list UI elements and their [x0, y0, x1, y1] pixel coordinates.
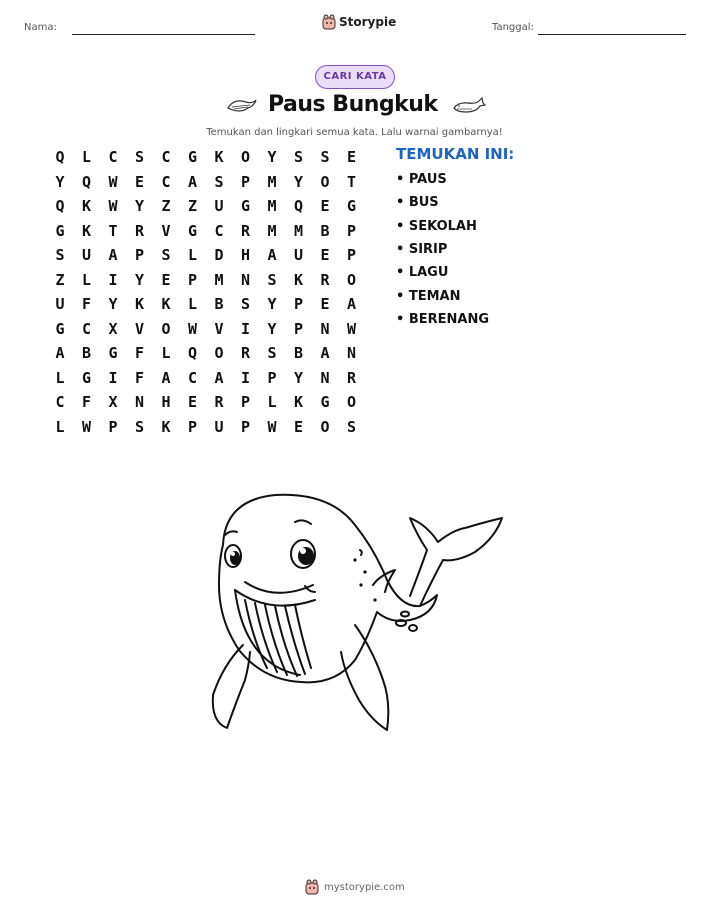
humpback-whale-icon: [452, 96, 486, 116]
grid-letter[interactable]: L: [267, 393, 277, 411]
grid-letter[interactable]: E: [320, 295, 330, 313]
grid-letter[interactable]: P: [267, 368, 277, 387]
grid-letter[interactable]: R: [320, 270, 330, 289]
grid-letter[interactable]: F: [81, 393, 92, 411]
grid-letter[interactable]: W: [187, 319, 198, 338]
grid-letter[interactable]: K: [134, 295, 145, 313]
grid-letter[interactable]: A: [108, 246, 118, 264]
grid-letter[interactable]: C: [108, 148, 118, 166]
grid-letter[interactable]: F: [134, 368, 145, 387]
word-list-item: • BUS: [396, 195, 439, 211]
grid-letter[interactable]: U: [81, 246, 92, 264]
grid-letter[interactable]: B: [214, 295, 224, 313]
word-list-item: • SIRIP: [396, 241, 448, 257]
grid-letter[interactable]: T: [108, 221, 118, 240]
grid-letter[interactable]: S: [55, 246, 65, 264]
grid-letter[interactable]: M: [267, 172, 277, 191]
grid-letter[interactable]: R: [240, 344, 251, 362]
grid-letter[interactable]: P: [293, 319, 304, 338]
grid-letter[interactable]: G: [187, 221, 198, 240]
grid-letter[interactable]: A: [187, 172, 198, 191]
grid-letter[interactable]: S: [320, 148, 330, 166]
word-list-item: • SEKOLAH: [396, 218, 477, 234]
grid-letter[interactable]: P: [346, 246, 357, 264]
word-list-item: • BERENANG: [396, 311, 490, 327]
grid-letter[interactable]: K: [214, 148, 224, 166]
grid-letter[interactable]: C: [161, 172, 171, 191]
grid-letter[interactable]: H: [161, 393, 171, 411]
grid-letter[interactable]: E: [161, 270, 171, 289]
grid-letter[interactable]: R: [214, 393, 224, 411]
grid-letter[interactable]: E: [134, 172, 145, 191]
grid-letter[interactable]: S: [267, 270, 277, 289]
grid-letter[interactable]: U: [214, 417, 224, 436]
storypie-footer-logo-icon: [305, 879, 319, 895]
whale-illustration: [205, 490, 510, 735]
grid-letter[interactable]: Q: [81, 172, 92, 191]
grid-letter[interactable]: P: [134, 246, 145, 264]
grid-letter[interactable]: H: [240, 246, 251, 264]
worksheet-header: [0, 14, 709, 44]
grid-letter[interactable]: S: [161, 246, 171, 264]
grid-letter[interactable]: B: [293, 344, 304, 362]
grid-letter[interactable]: M: [267, 197, 277, 215]
grid-letter[interactable]: O: [320, 417, 330, 436]
grid-letter[interactable]: B: [320, 221, 330, 240]
grid-letter[interactable]: Q: [187, 344, 198, 362]
grid-letter[interactable]: R: [240, 221, 251, 240]
grid-letter[interactable]: O: [161, 319, 171, 338]
grid-letter[interactable]: S: [214, 172, 224, 191]
grid-letter[interactable]: Y: [267, 295, 277, 313]
grid-letter[interactable]: M: [293, 221, 304, 240]
footer-url[interactable]: mystorypie.com: [324, 881, 405, 893]
grid-letter[interactable]: Y: [108, 295, 118, 313]
grid-letter[interactable]: P: [108, 417, 118, 436]
grid-letter[interactable]: C: [214, 221, 224, 240]
grid-letter[interactable]: V: [134, 319, 145, 338]
grid-letter[interactable]: W: [108, 197, 118, 215]
grid-letter[interactable]: C: [81, 319, 92, 338]
page-title: Paus Bungkuk: [268, 92, 438, 117]
grid-letter[interactable]: R: [134, 221, 145, 240]
date-field-line[interactable]: [538, 34, 686, 35]
grid-letter[interactable]: G: [108, 344, 118, 362]
grid-letter[interactable]: K: [81, 197, 92, 215]
grid-letter[interactable]: E: [320, 197, 330, 215]
grid-letter[interactable]: A: [214, 368, 224, 387]
grid-letter[interactable]: G: [240, 197, 251, 215]
grid-letter[interactable]: P: [293, 295, 304, 313]
grid-letter[interactable]: O: [214, 344, 224, 362]
grid-letter[interactable]: W: [346, 319, 357, 338]
instructions: Temukan dan lingkari semua kata. Lalu warnai gambarnya!: [206, 127, 503, 138]
grid-letter[interactable]: L: [187, 246, 198, 264]
grid-letter[interactable]: M: [267, 221, 277, 240]
grid-letter[interactable]: Y: [134, 197, 145, 215]
grid-letter[interactable]: Y: [267, 319, 277, 338]
grid-letter[interactable]: D: [214, 246, 224, 264]
grid-letter[interactable]: L: [81, 148, 92, 166]
grid-letter[interactable]: N: [320, 368, 330, 387]
word-list-item: • LAGU: [396, 265, 449, 281]
grid-letter[interactable]: S: [293, 148, 304, 166]
grid-letter[interactable]: E: [320, 246, 330, 264]
grid-letter[interactable]: O: [346, 270, 357, 289]
grid-letter[interactable]: A: [267, 246, 277, 264]
grid-letter[interactable]: C: [187, 368, 198, 387]
grid-letter[interactable]: W: [108, 172, 118, 191]
whale-outline-icon: [226, 96, 258, 116]
grid-letter[interactable]: S: [267, 344, 277, 362]
grid-letter[interactable]: K: [161, 295, 171, 313]
grid-letter[interactable]: S: [346, 417, 357, 436]
grid-letter[interactable]: T: [346, 172, 357, 191]
grid-letter[interactable]: S: [134, 148, 145, 166]
category-badge: CARI KATA: [315, 65, 395, 89]
grid-letter[interactable]: U: [293, 246, 304, 264]
grid-letter[interactable]: P: [187, 417, 198, 436]
grid-letter[interactable]: N: [134, 393, 145, 411]
grid-letter[interactable]: O: [240, 148, 251, 166]
grid-letter[interactable]: N: [346, 344, 357, 362]
grid-letter[interactable]: L: [161, 344, 171, 362]
grid-letter[interactable]: F: [134, 344, 145, 362]
grid-letter[interactable]: G: [55, 221, 65, 240]
grid-letter[interactable]: I: [240, 319, 251, 338]
word-list-item: • PAUS: [396, 172, 447, 187]
storypie-brand: [322, 14, 396, 30]
grid-letter[interactable]: K: [293, 393, 304, 411]
grid-letter[interactable]: F: [81, 295, 92, 313]
grid-letter[interactable]: U: [214, 197, 224, 215]
grid-letter[interactable]: I: [240, 368, 251, 387]
brand-name: Storypie: [339, 15, 397, 29]
grid-letter[interactable]: C: [55, 393, 65, 411]
grid-letter[interactable]: Y: [55, 172, 65, 191]
grid-letter[interactable]: L: [55, 417, 65, 436]
grid-letter[interactable]: C: [161, 148, 171, 166]
grid-letter[interactable]: Z: [187, 197, 198, 215]
word-list-item: • TEMAN: [396, 288, 461, 304]
grid-letter[interactable]: X: [108, 393, 118, 411]
grid-letter[interactable]: U: [55, 295, 65, 313]
grid-letter[interactable]: V: [161, 221, 171, 240]
grid-letter[interactable]: Y: [134, 270, 145, 289]
grid-letter[interactable]: G: [55, 319, 65, 338]
grid-letter[interactable]: L: [187, 295, 198, 313]
grid-letter[interactable]: Q: [293, 197, 304, 215]
grid-letter[interactable]: P: [240, 172, 251, 191]
grid-letter[interactable]: K: [161, 417, 171, 436]
grid-letter[interactable]: P: [346, 221, 357, 240]
grid-letter[interactable]: M: [214, 270, 224, 289]
grid-letter[interactable]: K: [81, 221, 92, 240]
grid-letter[interactable]: W: [81, 417, 92, 436]
grid-letter[interactable]: S: [134, 417, 145, 436]
grid-letter[interactable]: N: [320, 319, 330, 338]
storypie-logo-icon: [322, 14, 336, 30]
grid-letter[interactable]: Y: [267, 148, 277, 166]
name-field-line[interactable]: [72, 34, 255, 35]
wordlist-title: TEMUKAN INI:: [396, 145, 515, 163]
date-label: Tanggal:: [492, 22, 534, 33]
grid-letter[interactable]: Y: [293, 368, 304, 387]
footer: [305, 879, 405, 895]
grid-letter[interactable]: I: [108, 368, 118, 387]
grid-letter[interactable]: Y: [293, 172, 304, 191]
grid-letter[interactable]: V: [214, 319, 224, 338]
grid-letter[interactable]: A: [346, 295, 357, 313]
grid-letter[interactable]: Q: [55, 148, 65, 166]
grid-letter[interactable]: P: [240, 417, 251, 436]
grid-letter[interactable]: G: [346, 197, 357, 215]
grid-letter[interactable]: E: [293, 417, 304, 436]
grid-letter[interactable]: Z: [55, 270, 65, 289]
grid-letter[interactable]: G: [187, 148, 198, 166]
grid-letter[interactable]: N: [240, 270, 251, 289]
grid-letter[interactable]: Q: [55, 197, 65, 215]
grid-letter[interactable]: O: [346, 393, 357, 411]
name-label: Nama:: [24, 22, 57, 33]
grid-letter[interactable]: K: [293, 270, 304, 289]
grid-letter[interactable]: P: [187, 270, 198, 289]
grid-letter[interactable]: E: [346, 148, 357, 166]
grid-letter[interactable]: L: [81, 270, 92, 289]
grid-letter[interactable]: S: [240, 295, 251, 313]
grid-letter[interactable]: I: [108, 270, 118, 289]
grid-letter[interactable]: W: [267, 417, 277, 436]
grid-letter[interactable]: R: [346, 368, 357, 387]
grid-letter[interactable]: A: [161, 368, 171, 387]
grid-letter[interactable]: G: [81, 368, 92, 387]
grid-letter[interactable]: A: [55, 344, 65, 362]
grid-letter[interactable]: Z: [161, 197, 171, 215]
grid-letter[interactable]: E: [187, 393, 198, 411]
grid-letter[interactable]: P: [240, 393, 251, 411]
grid-letter[interactable]: B: [81, 344, 92, 362]
grid-letter[interactable]: A: [320, 344, 330, 362]
grid-letter[interactable]: O: [320, 172, 330, 191]
grid-letter[interactable]: G: [320, 393, 330, 411]
grid-letter[interactable]: X: [108, 319, 118, 338]
grid-letter[interactable]: L: [55, 368, 65, 387]
